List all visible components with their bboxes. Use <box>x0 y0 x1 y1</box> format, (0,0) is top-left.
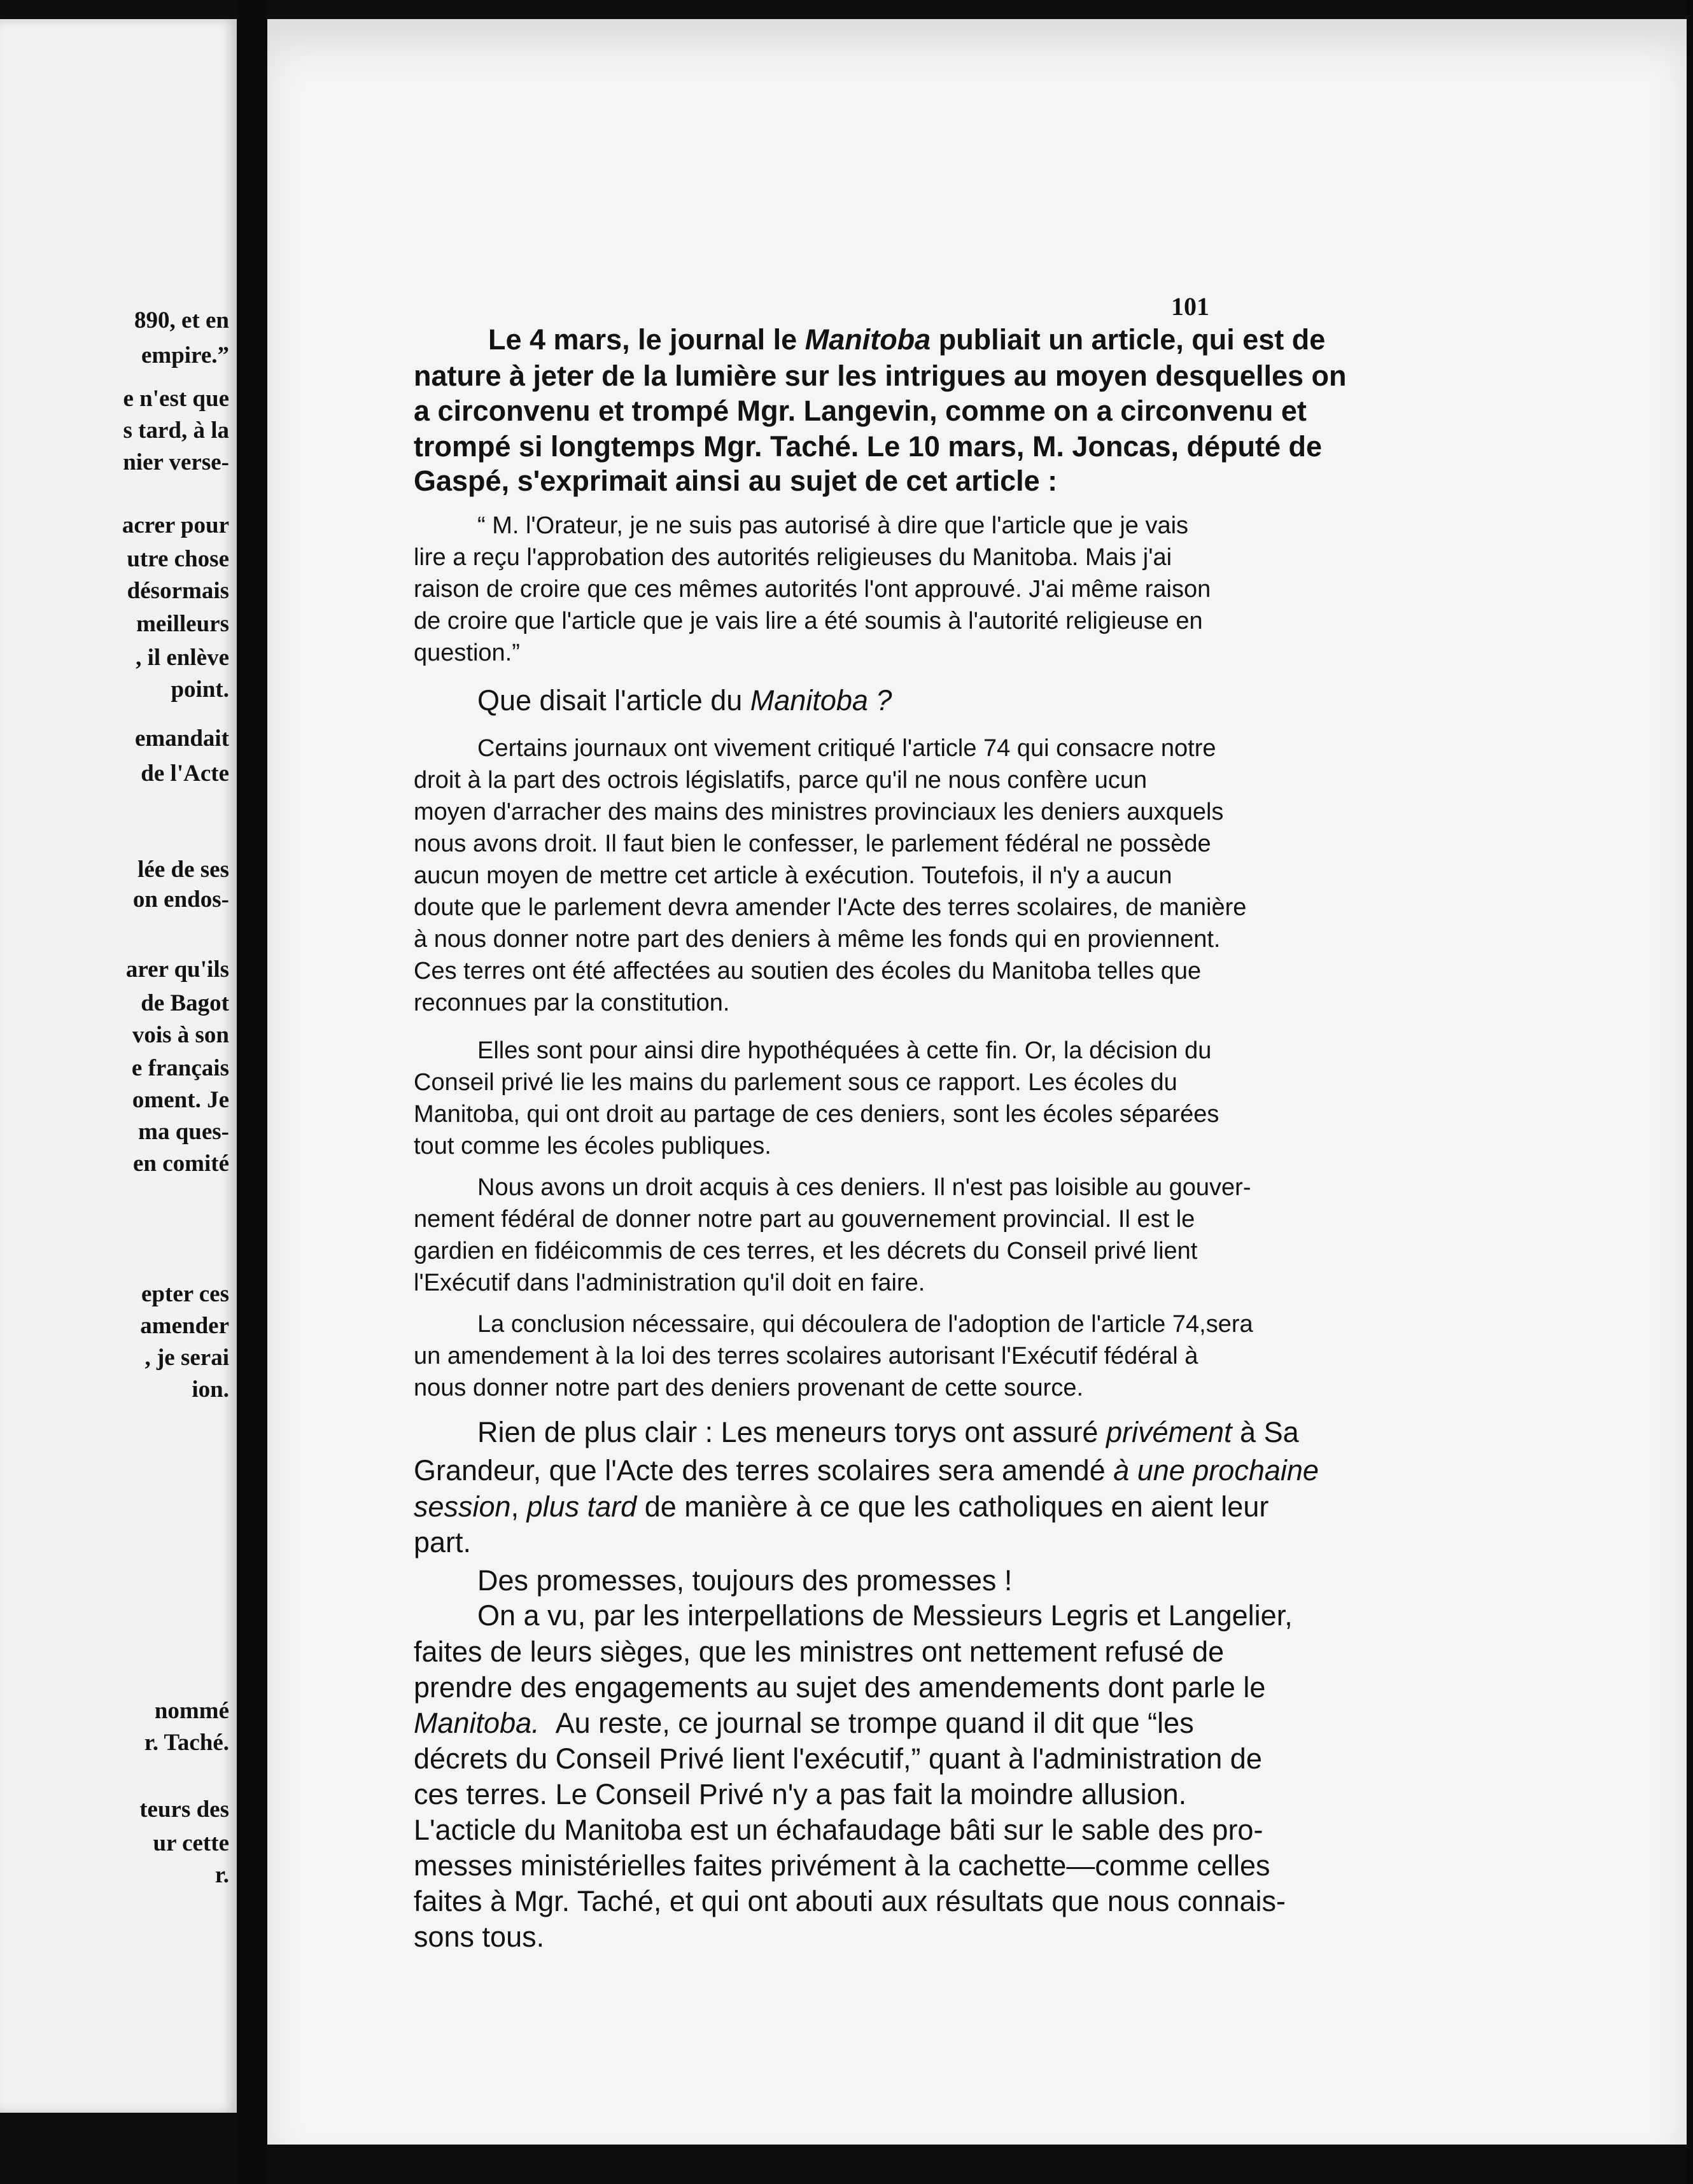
left-fragment: r. <box>214 1862 229 1888</box>
quote-line: gardien en fidéicommis de ces terres, et les décrets du Conseil privé lient <box>414 1238 1198 1264</box>
quote-line: un amendement à la loi des terres scolaires autorisant l'Exécutif fédéral à <box>414 1343 1198 1369</box>
text-line: trompé si longtemps Mgr. Taché. Le 10 mars, M. Joncas, député de <box>414 430 1323 463</box>
document-page <box>267 19 1687 2145</box>
text-line: Des promesses, toujours des promesses ! <box>477 1564 1013 1597</box>
quote-line: aucun moyen de mettre cet article à exécution. Toutefois, il n'y a aucun <box>414 862 1172 889</box>
text-line: faites à Mgr. Taché, et qui ont abouti aux résultats que nous connais- <box>414 1885 1286 1917</box>
text-line: faites de leurs sièges, que les ministres ont nettement refusé de <box>414 1635 1225 1668</box>
text-line: décrets du Conseil Privé lient l'exécutif,” quant à l'administration de <box>414 1742 1262 1775</box>
left-fragment: on endos- <box>132 886 229 913</box>
text-line: On a vu, par les interpellations de Messieurs Legris et Langelier, <box>477 1599 1293 1632</box>
left-fragment: s tard, à la <box>123 417 229 444</box>
left-fragment: e français <box>131 1055 229 1081</box>
quote-line: La conclusion nécessaire, qui découlera de l'adoption de l'article 74,sera <box>477 1311 1253 1338</box>
quote-line: lire a reçu l'approbation des autorités religieuses du Manitoba. Mais j'ai <box>414 544 1172 571</box>
text-line: Que disait l'article du Manitoba ? <box>477 684 892 717</box>
left-fragment: nier verse- <box>123 449 229 475</box>
left-fragment: de l'Acte <box>141 760 229 787</box>
page-gutter <box>237 0 267 2184</box>
quote-line: nous donner notre part des deniers provenant de cette source. <box>414 1375 1084 1401</box>
left-fragment: ion. <box>192 1376 229 1403</box>
text-line: Rien de plus clair : Les meneurs torys ont assuré privément à Sa <box>477 1416 1299 1448</box>
text-line: part. <box>414 1526 472 1558</box>
quote-line: droit à la part des octrois législatifs, parce qu'il ne nous confère ucun <box>414 767 1148 794</box>
scan-edge <box>1687 0 1693 2184</box>
previous-page-strip <box>0 19 237 2113</box>
left-fragment: utre chose <box>127 546 229 572</box>
text-line: L'acticle du Manitoba est un échafaudage bâti sur le sable des pro- <box>414 1814 1263 1846</box>
quote-line: Nous avons un droit acquis à ces deniers. Il n'est pas loisible au gouver- <box>477 1174 1251 1201</box>
quote-line: “ M. l'Orateur, je ne suis pas autorisé à dire que l'article que je vais <box>477 512 1189 539</box>
text-line: nature à jeter de la lumière sur les intrigues au moyen desquelles on <box>414 360 1347 392</box>
quote-line: tout comme les écoles publiques. <box>414 1133 771 1159</box>
text-line: Grandeur, que l'Acte des terres scolaires sera amendé à une prochaine <box>414 1454 1319 1487</box>
quote-line: Elles sont pour ainsi dire hypothéquées à cette fin. Or, la décision du <box>477 1037 1212 1064</box>
quote-line: question.” <box>414 640 520 666</box>
left-fragment: , il enlève <box>136 645 229 671</box>
quote-line: Conseil privé lie les mains du parlement sous ce rapport. Les écoles du <box>414 1069 1177 1096</box>
text-line: messes ministérielles faites privément à la cachette—comme celles <box>414 1849 1270 1882</box>
left-fragment: empire.” <box>141 342 229 368</box>
left-fragment: amender <box>140 1313 229 1339</box>
left-fragment: 890, et en <box>134 307 229 333</box>
quote-line: nous avons droit. Il faut bien le confesser, le parlement fédéral ne possède <box>414 830 1211 857</box>
left-fragment: ma ques- <box>138 1119 229 1145</box>
quote-line: de croire que l'article que je vais lire a été soumis à l'autorité religieuse en <box>414 608 1203 634</box>
quote-line: moyen d'arracher des mains des ministres provinciaux les deniers auxquels <box>414 799 1224 825</box>
left-fragment: meilleurs <box>136 611 229 637</box>
quote-line: doute que le parlement devra amender l'Acte des terres scolaires, de manière <box>414 894 1247 921</box>
left-fragment: r. Taché. <box>144 1730 229 1756</box>
left-fragment: e n'est que <box>123 386 229 412</box>
left-fragment: oment. Je <box>132 1087 229 1113</box>
quote-line: à nous donner notre part des deniers à même les fonds qui en proviennent. <box>414 926 1221 953</box>
left-fragment: de Bagot <box>141 990 229 1016</box>
text-line: Le 4 mars, le journal le Manitoba publiait un article, qui est de <box>488 323 1326 356</box>
left-fragment: vois à son <box>132 1022 229 1048</box>
text-line: sons tous. <box>414 1921 545 1953</box>
text-line: Manitoba. Au reste, ce journal se trompe quand il dit que “les <box>414 1707 1194 1739</box>
left-fragment: emandait <box>135 725 229 752</box>
journal-name: Manitoba <box>804 323 931 356</box>
text-line: ces terres. Le Conseil Privé n'y a pas fait la moindre allusion. <box>414 1778 1187 1810</box>
quote-line: nement fédéral de donner notre part au gouvernement provincial. Il est le <box>414 1206 1195 1233</box>
page-number: 101 <box>1171 292 1209 321</box>
left-fragment: désormais <box>127 578 229 604</box>
quote-line: Manitoba, qui ont droit au partage de ces deniers, sont les écoles séparées <box>414 1101 1219 1128</box>
quote-line: reconnues par la constitution. <box>414 990 730 1016</box>
left-fragment: , je serai <box>144 1345 229 1371</box>
text-line: a circonvenu et trompé Mgr. Langevin, comme on a circonvenu et <box>414 395 1307 427</box>
left-fragment: ur cette <box>153 1830 229 1856</box>
text-line: prendre des engagements au sujet des amendements dont parle le <box>414 1671 1266 1704</box>
left-fragment: epter ces <box>141 1281 229 1307</box>
left-fragment: teurs des <box>139 1796 229 1823</box>
quote-line: l'Exécutif dans l'administration qu'il doit en faire. <box>414 1270 925 1296</box>
text-line: Gaspé, s'exprimait ainsi au sujet de cet article : <box>414 465 1058 497</box>
left-fragment: acrer pour <box>122 512 229 538</box>
left-fragment: lée de ses <box>137 857 229 883</box>
left-fragment: en comité <box>132 1151 229 1177</box>
quote-line: Certains journaux ont vivement critiqué l'article 74 qui consacre notre <box>477 735 1216 762</box>
quote-line: Ces terres ont été affectées au soutien des écoles du Manitoba telles que <box>414 958 1202 984</box>
left-fragment: arer qu'ils <box>125 956 229 983</box>
left-fragment: point. <box>171 676 229 703</box>
quote-line: raison de croire que ces mêmes autorités l'ont approuvé. J'ai même raison <box>414 576 1211 603</box>
left-fragment: nommé <box>154 1698 229 1724</box>
text-line: session, plus tard de manière à ce que les catholiques en aient leur <box>414 1490 1269 1523</box>
